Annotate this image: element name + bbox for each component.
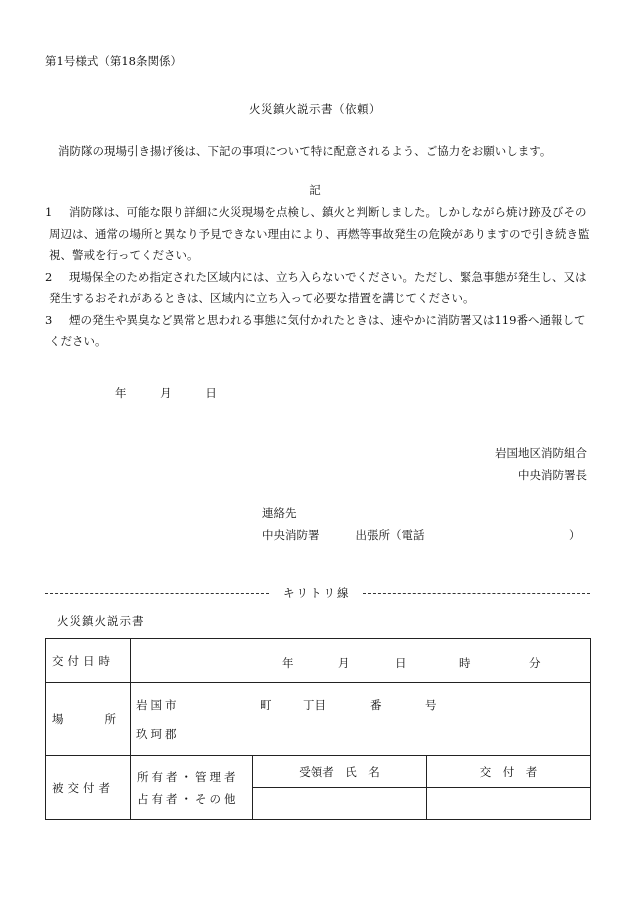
delivery-datetime-label: 交付日時 <box>46 639 131 683</box>
contact-label: 連絡先 <box>262 506 297 520</box>
item-text: 現場保全のため指定された区域内には、立ち入らないでください。ただし、緊急事態が発生し、又は発生するおそれがあるときは、区域内に立ち入って必要な措置を講じてください。 <box>49 269 587 305</box>
cut-line-right <box>363 593 590 594</box>
dt-hour: 時 <box>459 656 471 670</box>
recipient-label: 被交付者 <box>46 756 131 820</box>
date-day: 日 <box>205 386 217 400</box>
addr-chome: 丁目 <box>303 698 326 712</box>
notice-items <box>45 202 593 353</box>
item-number: 2 <box>45 269 53 284</box>
addr-go: 号 <box>425 698 437 712</box>
receiver-name-label: 受領者 氏 名 <box>253 756 427 788</box>
dt-day: 日 <box>395 656 407 670</box>
contact-branch: 出張所（電話 <box>355 528 425 542</box>
place-field <box>131 683 591 756</box>
issuer-field[interactable] <box>427 788 591 820</box>
notice-item-2 <box>45 267 593 310</box>
dt-minute: 分 <box>529 656 541 670</box>
cut-line-label: キリトリ線 <box>283 586 351 600</box>
place-label <box>46 683 131 756</box>
place-label-1: 場 <box>52 712 64 726</box>
dt-month: 月 <box>338 656 350 670</box>
cut-line <box>45 585 590 601</box>
place-label-2: 所 <box>104 712 116 726</box>
date-year: 年 <box>115 386 127 400</box>
recipient-type-cell <box>131 756 253 820</box>
intro-text: 消防隊の現場引き揚げ後は、下記の事項について特に配意されるよう、ご協力をお願いします。 <box>58 144 552 158</box>
cut-line-left <box>45 593 269 594</box>
issuer-label: 交 付 者 <box>427 756 591 788</box>
delivery-datetime-field <box>131 639 591 683</box>
item-text: 煙の発生や異臭など異常と思われる事態に気付かれたときは、速やかに消防署又は119番へ通報してください。 <box>49 312 586 348</box>
organization-chief: 中央消防署長 <box>518 468 587 482</box>
place-district: 玖珂郡 <box>136 727 180 741</box>
receipt-title: 火災鎮火説示書 <box>57 614 145 628</box>
recipient-type-occupant: 占有者・その他 <box>137 791 239 806</box>
organization-name: 岩国地区消防組合 <box>495 446 587 460</box>
row-place <box>46 683 591 756</box>
contact-station: 中央消防署 <box>262 528 320 542</box>
place-city: 岩国市 <box>136 698 180 712</box>
notice-item-1 <box>45 202 593 267</box>
item-number: 1 <box>45 205 53 219</box>
receiver-name-field[interactable] <box>253 788 427 820</box>
date-month: 月 <box>160 386 172 400</box>
item-text: 消防隊は、可能な限り詳細に火災現場を点検し、鎮火と判断しました。しかしながら焼け跡及びその周辺は、通常の場所と異なり予見できない理由により、再燃等事故発生の危険がありますので引き続き監視、警戒を行ってください。 <box>49 205 590 262</box>
row-recipient-1 <box>46 756 591 788</box>
addr-town: 町 <box>260 698 272 712</box>
ki-heading: 記 <box>309 183 321 197</box>
issue-date <box>115 385 247 401</box>
addr-ban: 番 <box>370 698 382 712</box>
recipient-type-owner: 所有者・管理者 <box>137 769 239 784</box>
receipt-table <box>45 638 591 820</box>
contact-close: ） <box>569 528 581 542</box>
page-title: 火災鎮火説示書（依頼） <box>249 102 381 116</box>
notice-item-3 <box>45 310 593 353</box>
dt-year: 年 <box>282 656 294 670</box>
item-number: 3 <box>45 312 53 327</box>
form-number: 第1号様式（第18条関係） <box>45 54 182 68</box>
contact-line <box>262 527 581 543</box>
row-delivery-datetime <box>46 639 591 683</box>
intro-paragraph <box>45 140 590 162</box>
